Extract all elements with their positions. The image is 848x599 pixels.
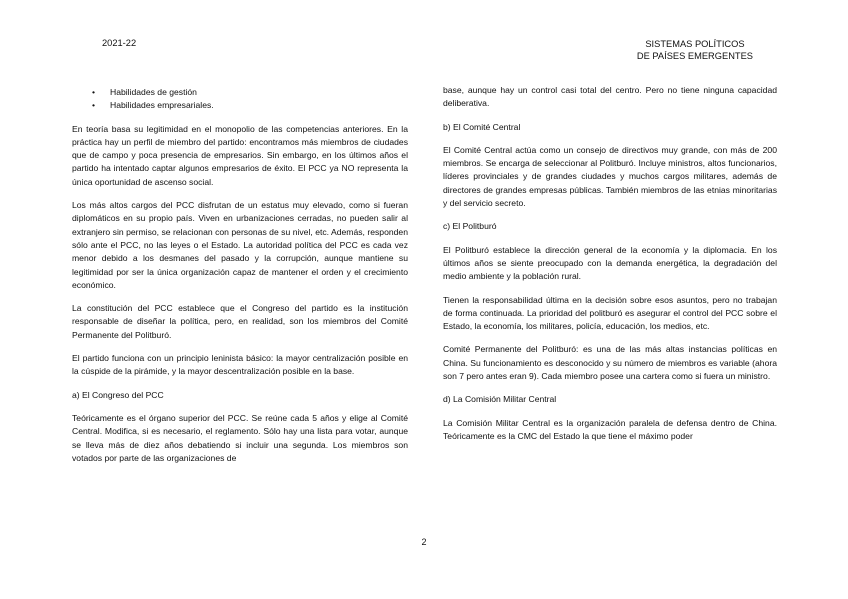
section-heading-politburo: c) El Politburó (443, 221, 497, 232)
right-column (443, 84, 777, 453)
paragraph: En teoría basa su legitimidad en el monopolio de las competencias anteriores. En la práctica hay un perfil de miembro del partido: encontramos más miembros de ciudades que de campo y poca presencia de empresarios. Sin embargo, en los últimos años el partido ha intentado captar algunos empresarios de éxito. El PCC ya NO representa la única oportunidad de ascenso social. (72, 123, 408, 187)
page-number: 2 (421, 537, 427, 547)
bullet-icon: • (92, 100, 96, 111)
paragraph: La Comisión Militar Central es la organización paralela de defensa dentro de China. Teóricamente es la CMC del Estado la que tiene el máximo poder (443, 417, 777, 441)
bullet-icon: • (92, 87, 96, 97)
header-title-line2: DE PAÍSES EMERGENTES (636, 51, 753, 61)
section-heading-comite-central: b) El Comité Central (443, 121, 521, 132)
paragraph: Los más altos cargos del PCC disfrutan de un estatus muy elevado, como si fueran diplomáticos en su propio país. Viven en urbanizaciones cerradas, no pueden salir al extranjero sin permiso, se relacionan con personas de su nivel, etc. Además, responden sólo ante el PCC, no las leyes o el Estado. La autoridad política del PCC es cada vez menor debido a los desmanes del pasado y la corrupción, aunque mantiene su legitimidad por ser la única organización capaz de mantener el orden y el crecimiento económico. (72, 200, 408, 290)
paragraph: La constitución del PCC establece que el Congreso del partido es la institución responsable de diseñar la política, pero, en realidad, son los miembros del Comité Permanente del Politburó. (72, 303, 408, 340)
list-item: • Habilidades de gestión (110, 86, 408, 99)
paragraph: Tienen la responsabilidad última en la decisión sobre esos asuntos, pero no trabajan de forma continuada. La prioridad del politburó es asegurar el control del PCC sobre el Estado, la economía, los militares, policía, educación, los medios, etc. (443, 294, 777, 332)
skills-list (72, 86, 408, 113)
header-year: 2021-22 (102, 38, 137, 48)
paragraph: El Comité Central actúa como un consejo de directivos muy grande, con más de 200 miembros. Se encarga de seleccionar al Politburó. Incluye ministros, altos funcionarios, líderes provinciales y de grandes ciudades y muchos cargos militares, además de directores de grandes empresas públicas. También miembros de las etnias minoritarias y del servicio secreto. (443, 144, 777, 209)
paragraph: El Politburó establece la dirección general de la economía y la diplomacia. En los últimos años se siente preocupado con la demanda energética, la degradación del medio ambiente y la población rural. (443, 244, 777, 282)
header-title-line1: SISTEMAS POLÍTICOS (645, 39, 745, 49)
header-title (637, 38, 753, 62)
paragraph: El partido funciona con un principio leninista básico: la mayor centralización posible en la cúspide de la pirámide, y la mayor descentralización posible en la base. (72, 353, 408, 377)
left-column (72, 86, 408, 475)
list-item: • Habilidades empresariales. (110, 99, 408, 112)
paragraph: Teóricamente es el órgano superior del PCC. Se reúne cada 5 años y elige al Comité Central. Modifica, si es necesario, el reglamento. Sólo hay una lista para votar, aunque se lleva más de diez años debatiendo si incluir una segunda. Los miembros son votados por parte de las organizaciones de (72, 412, 408, 463)
section-heading-comision-militar: d) La Comisión Militar Central (443, 394, 557, 405)
paragraph: base, aunque hay un control casi total del centro. Pero no tiene ninguna capacidad deliberativa. (443, 85, 777, 109)
section-heading-congreso: a) El Congreso del PCC (72, 389, 164, 400)
paragraph: Comité Permanente del Politburó: es una de las más altas instancias políticas en China. Su funcionamiento es desconocido y su número de miembros es variable (ahora son 7 pero antes eran 9). Cada miembro posee una cartera como si fuera un ministro. (443, 344, 777, 382)
